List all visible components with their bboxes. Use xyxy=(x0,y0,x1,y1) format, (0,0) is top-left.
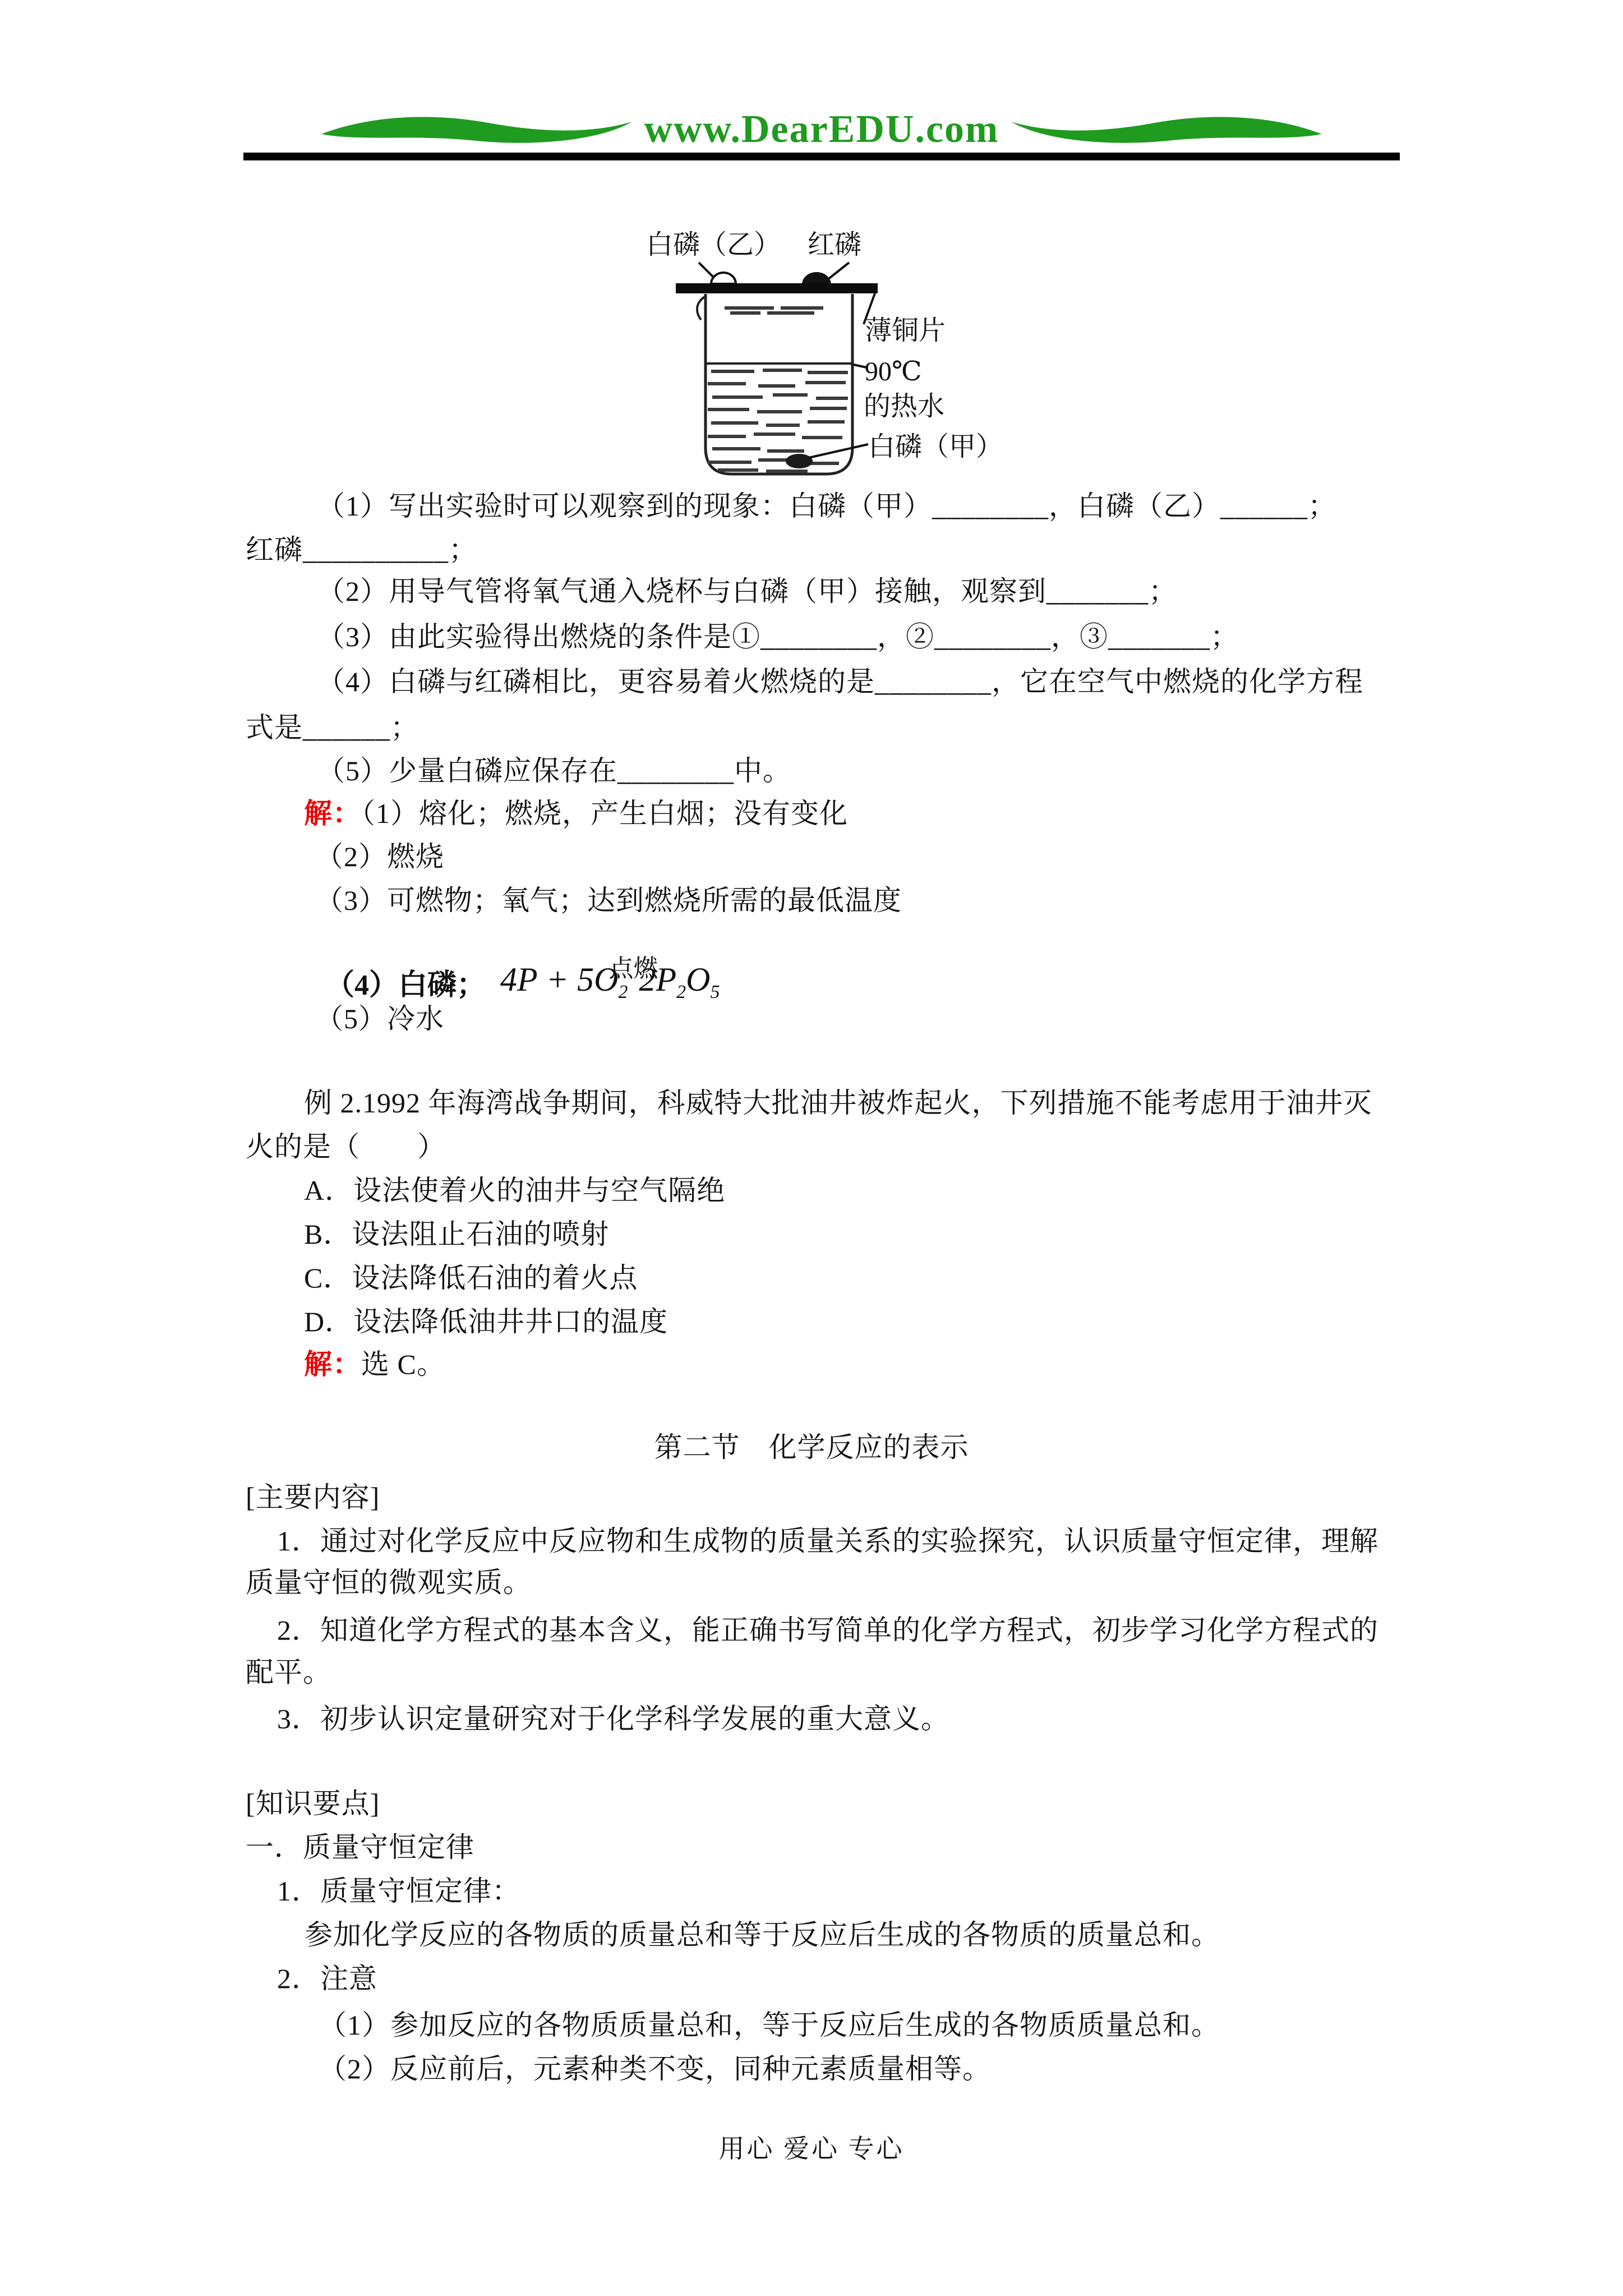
main-content-heading: [主要内容] xyxy=(246,1481,380,1513)
main-content-item-2-line-1: 2．知道化学方程式的基本含义，能正确书写简单的化学方程式，初步学习化学方程式的 xyxy=(277,1614,1378,1646)
answer-4-equation: （4）白磷； $4P + 5O_2$ 点燃 $2P_2O_5$ xyxy=(325,960,720,1003)
page-footer: 用心 爱心 专心 xyxy=(718,2134,905,2163)
question-1-line-1: （1）写出实验时可以观察到的现象：白磷（甲）________，白磷（乙）______； xyxy=(317,490,1336,522)
main-content-item-2-line-2: 配平。 xyxy=(246,1657,331,1688)
answer-5: （5）冷水 xyxy=(315,1003,444,1034)
answer-4-label: （4）白磷； xyxy=(325,969,486,1001)
note-1: （1）参加反应的各物质质量总和，等于反应后生成的各物质质量总和。 xyxy=(319,2009,1220,2041)
law-of-conservation-text: 参加化学反应的各物质的质量总和等于反应后生成的各物质的质量总和。 xyxy=(305,1919,1220,1950)
example-2-answer-text: 选 C。 xyxy=(361,1349,445,1380)
header-divider xyxy=(243,153,1400,160)
answer-3: （3）可燃物；氧气；达到燃烧所需的最低温度 xyxy=(315,885,902,916)
diagram-label-white-phosphorus-a: 白磷（甲） xyxy=(868,432,1003,462)
note-2: （2）反应前后，元素种类不变，同种元素质量相等。 xyxy=(319,2053,991,2085)
example-2-line-1: 例 2.1992 年海湾战争期间，科威特大批油井被炸起火，下列措施不能考虑用于油井灭 xyxy=(304,1087,1372,1119)
diagram-label-red-phosphorus: 红磷 xyxy=(808,230,862,260)
diagram-label-hot-water: 的热水 xyxy=(864,392,945,421)
answer-line-1 xyxy=(304,798,848,830)
diagram-label-copper-sheet: 薄铜片 xyxy=(865,316,946,346)
copper-sheet xyxy=(676,283,878,293)
option-c: C．设法降低石油的着火点 xyxy=(304,1262,638,1294)
example-2-line-2: 火的是（ ） xyxy=(246,1131,446,1162)
main-content-item-1-line-2: 质量守恒的微观实质。 xyxy=(246,1567,532,1598)
experiment-diagram xyxy=(617,213,1043,494)
diagram-label-water-temp: 90℃ xyxy=(865,357,922,386)
logo-left-swoosh-icon xyxy=(320,112,634,148)
ignition-condition-label: 点燃 xyxy=(608,955,658,982)
logo-right-swoosh-icon xyxy=(1009,112,1323,148)
main-content-item-1-line-1: 1．通过对化学反应中反应物和生成物的质量关系的实验探究，认识质量守恒定律，理解 xyxy=(277,1525,1378,1557)
example-2-answer xyxy=(304,1349,445,1381)
notes-title: 2．注意 xyxy=(277,1963,377,1994)
key-points-heading: [知识要点] xyxy=(246,1788,380,1819)
answer-1-text: （1）熔化；燃烧，产生白烟；没有变化 xyxy=(361,798,848,829)
water-hatching xyxy=(708,370,848,471)
section-title: 第二节 化学反应的表示 xyxy=(654,1432,969,1463)
option-b: B．设法阻止石油的喷射 xyxy=(304,1218,610,1250)
question-5: （5）少量白磷应保存在________中。 xyxy=(317,755,791,786)
question-1-line-2: 红磷__________； xyxy=(246,534,477,565)
law-of-conservation-title: 1．质量守恒定律： xyxy=(277,1875,520,1907)
diagram-label-white-phosphorus-b: 白磷（乙） xyxy=(646,230,781,260)
logo-text: www.DearEDU.com xyxy=(644,108,999,151)
question-2: （2）用导气管将氧气通入烧杯与白磷（甲）接触，观察到_______； xyxy=(317,576,1177,607)
option-a: A．设法使着火的油井与空气隔绝 xyxy=(304,1175,726,1206)
site-logo xyxy=(243,108,1400,151)
key-point-1-title: 一．质量守恒定律 xyxy=(246,1832,474,1863)
option-d: D．设法降低油井井口的温度 xyxy=(304,1306,668,1337)
question-4-line-1: （4）白磷与红磷相比，更容易着火燃烧的是________，它在空气中燃烧的化学方程 xyxy=(317,666,1363,697)
answer-label: 解： xyxy=(304,798,361,829)
question-4-line-2: 式是______； xyxy=(246,712,419,743)
main-content-item-3: 3．初步认识定量研究对于化学科学发展的重大意义。 xyxy=(277,1703,949,1734)
answer-2: （2）燃烧 xyxy=(315,841,444,872)
answer-label: 解： xyxy=(304,1349,361,1380)
question-3: （3）由此实验得出燃烧的条件是①________，②________，③_______； xyxy=(317,621,1239,652)
